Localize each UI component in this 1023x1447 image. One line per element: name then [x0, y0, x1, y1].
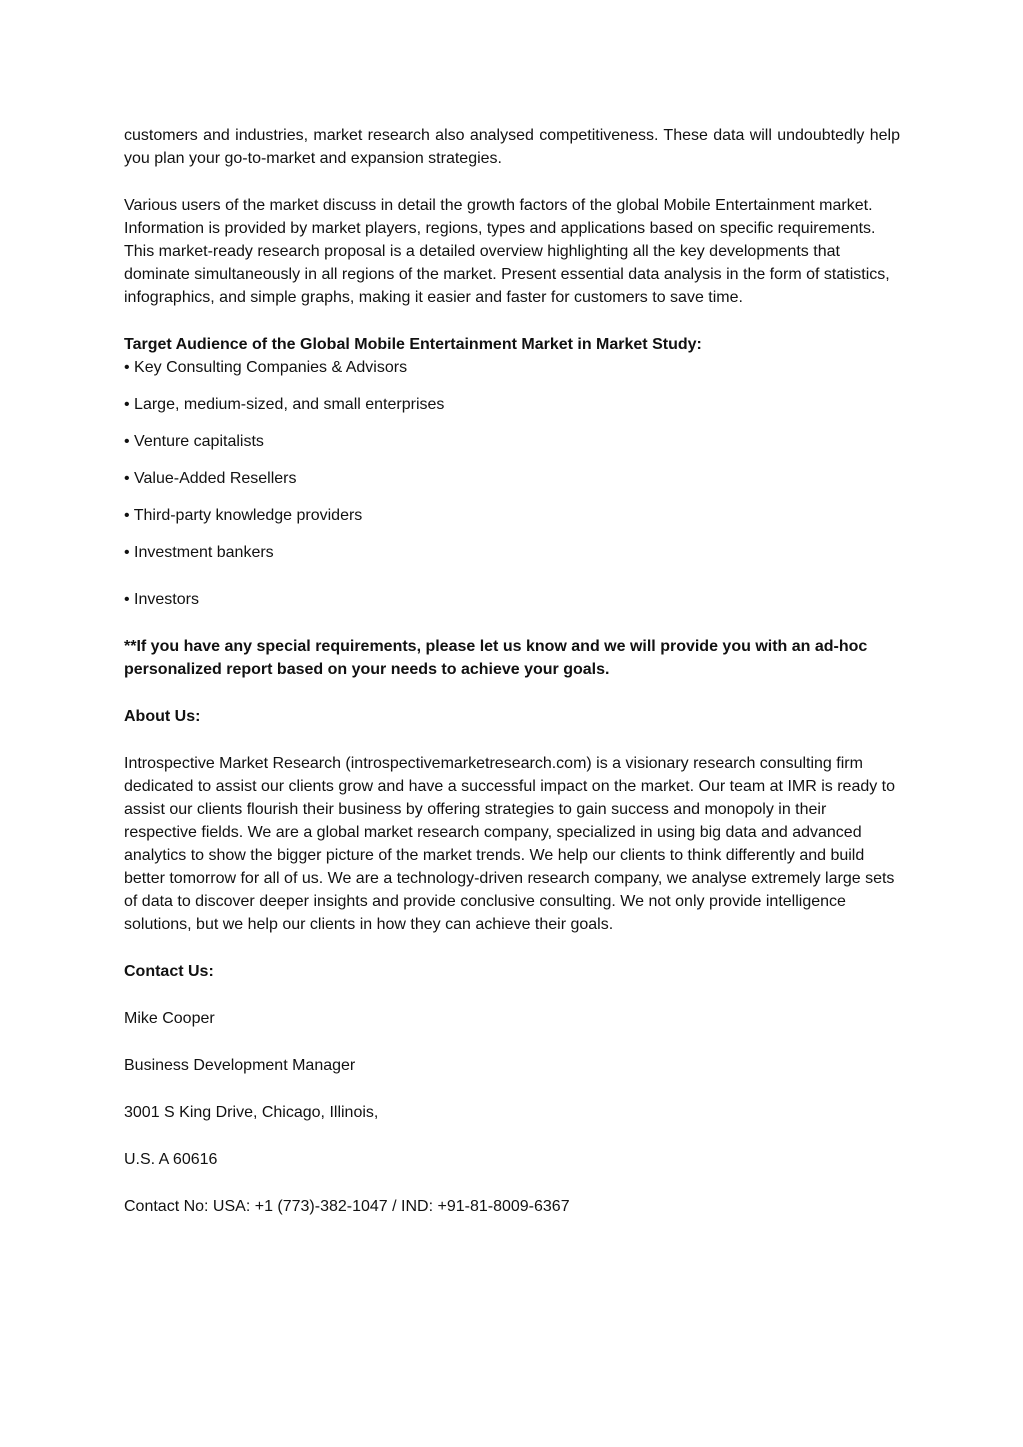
special-requirements-note: **If you have any special requirements, please let us know and we will provide you with an ad-hoc personalized report based on your needs to achieve your goals.: [124, 638, 868, 678]
contact-address-line-1: 3001 S King Drive, Chicago, Illinois,: [124, 1104, 379, 1121]
list-item: • Investment bankers: [124, 544, 274, 561]
target-audience-heading: Target Audience of the Global Mobile Entertainment Market in Market Study:: [124, 336, 702, 353]
list-item: • Large, medium-sized, and small enterprises: [124, 396, 445, 413]
about-heading: About Us:: [124, 708, 201, 725]
contact-title: Business Development Manager: [124, 1057, 356, 1074]
contact-phone: Contact No: USA: +1 (773)-382-1047 / IND: +91-81-8009-6367: [124, 1198, 570, 1215]
list-item: • Investors: [124, 591, 199, 608]
contact-address-line-2: U.S. A 60616: [124, 1151, 218, 1168]
contact-block: [124, 1007, 900, 1218]
target-audience-list: [124, 356, 900, 611]
contact-heading: Contact Us:: [124, 963, 214, 980]
intro-paragraph-1: customers and industries, market research also analysed competitiveness. These data will undoubtedly help you plan your go-to-market and expansion strategies.: [124, 127, 900, 167]
contact-name: Mike Cooper: [124, 1010, 215, 1027]
intro-paragraph-2: Various users of the market discuss in detail the growth factors of the global Mobile Entertainment market. Information is provided by market players, regions, types and applications based on specific requirements. This market-ready research proposal is a detailed overview highlighting all the key developments that dominate simultaneously in all regions of the market. Present essential data analysis in the form of statistics, infographics, and simple graphs, making it easier and faster for customers to save time.: [124, 197, 890, 306]
list-item: • Third-party knowledge providers: [124, 507, 363, 524]
list-item: • Venture capitalists: [124, 433, 264, 450]
document-page: [124, 124, 900, 1218]
about-body: Introspective Market Research (introspectivemarketresearch.com) is a visionary research consulting firm dedicated to assist our clients grow and have a successful impact on the market. Our team at IMR is ready to assist our clients flourish their business by offering strategies to gain success and monopoly in their respective fields. We are a global market research company, specialized in using big data and advanced analytics to show the bigger picture of the market trends. We help our clients to think differently and build better tomorrow for all of us. We are a technology-driven research company, we analyse extremely large sets of data to discover deeper insights and provide conclusive consulting. We not only provide intelligence solutions, but we help our clients in how they can achieve their goals.: [124, 755, 896, 933]
list-item: • Value-Added Resellers: [124, 470, 297, 487]
list-item: • Key Consulting Companies & Advisors: [124, 359, 408, 376]
